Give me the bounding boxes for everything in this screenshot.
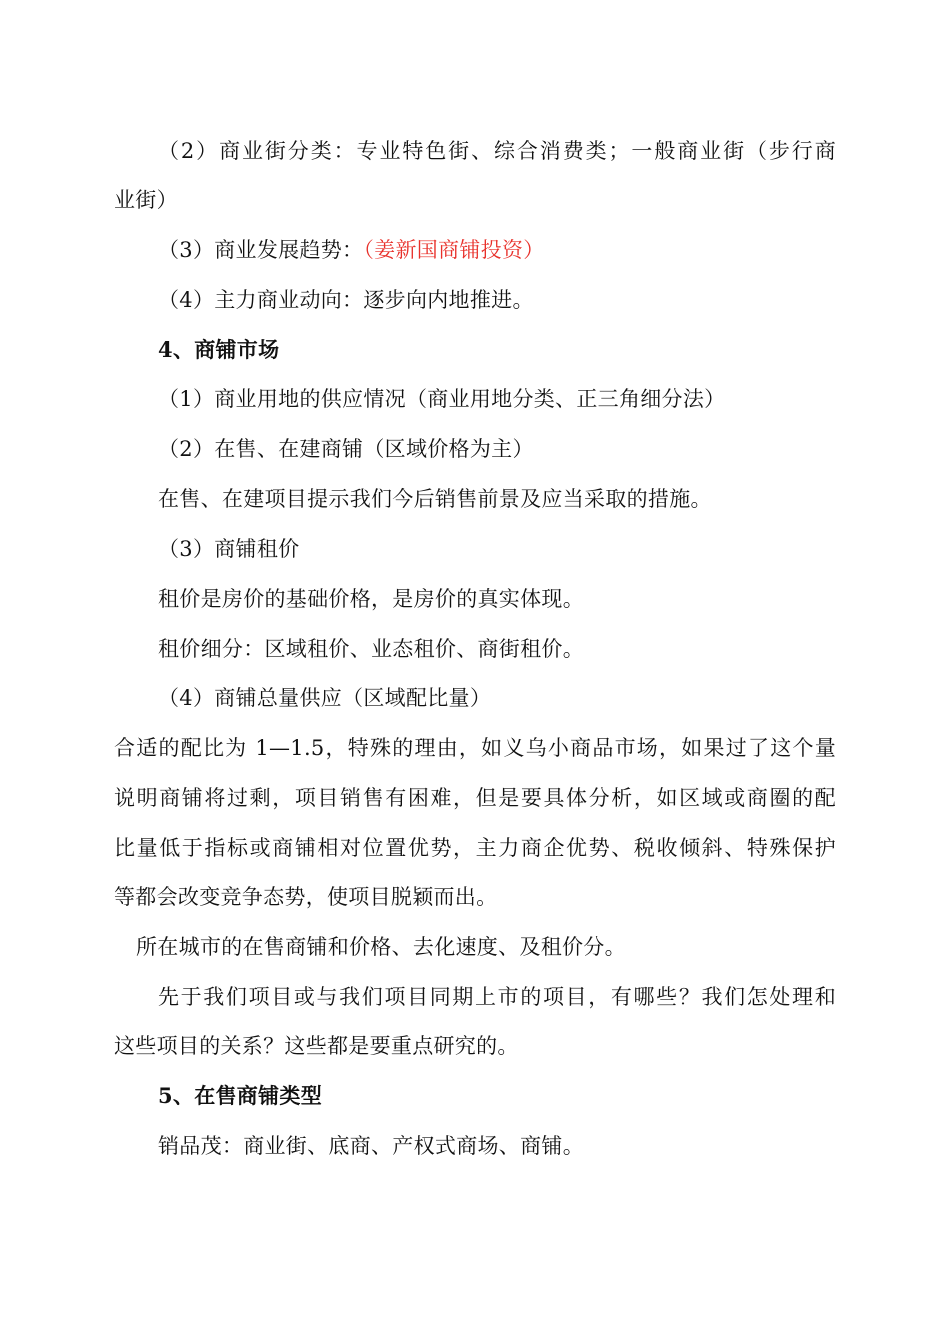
paragraph-line: （1）商业用地的供应情况（商业用地分类、正三角细分法） [158, 387, 726, 411]
paragraph-line: 租价细分：区域租价、业态租价、商街租价。 [158, 637, 584, 661]
paragraph-line: （4）主力商业动向：逐步向内地推进。 [158, 288, 534, 312]
paragraph-text: （3）商业发展趋势： [158, 238, 364, 262]
section-heading: 5、在售商铺类型 [158, 1083, 323, 1108]
paragraph-line: 所在城市的在售商铺和价格、去化速度、及租价分。 [136, 935, 626, 959]
paragraph-line: 等都会改变竞争态势，使项目脱颖而出。 [114, 885, 498, 909]
highlight-text: （姜新国商铺投资） [363, 238, 545, 262]
paragraph-line: 合适的配比为 1—1.5，特殊的理由，如义乌小商品市场，如果过了这个量 [114, 736, 836, 760]
paragraph-line: 这些项目的关系？这些都是要重点研究的。 [114, 1034, 519, 1058]
paragraph-line [158, 235, 545, 265]
paragraph-line: 业街） [114, 188, 178, 212]
section-heading: 4、商铺市场 [158, 337, 280, 362]
paragraph-line: 在售、在建项目提示我们今后销售前景及应当采取的措施。 [158, 487, 712, 511]
paragraph-line: 说明商铺将过剩，项目销售有困难，但是要具体分析，如区域或商圈的配 [114, 786, 836, 810]
paragraph-line: （4）商铺总量供应（区域配比量） [158, 686, 492, 710]
paragraph-line: 先于我们项目或与我们项目同期上市的项目，有哪些？我们怎处理和 [158, 985, 836, 1009]
paragraph-line: 比量低于指标或商铺相对位置优势，主力商企优势、税收倾斜、特殊保护 [114, 836, 836, 860]
paragraph-line: （2）商业街分类：专业特色街、综合消费类；一般商业街（步行商 [158, 139, 836, 163]
paragraph-line: （3）商铺租价 [158, 537, 300, 561]
paragraph-line: 租价是房价的基础价格，是房价的真实体现。 [158, 587, 584, 611]
paragraph-line: （2）在售、在建商铺（区域价格为主） [158, 437, 534, 461]
paragraph-line: 销品茂：商业街、底商、产权式商场、商铺。 [158, 1134, 584, 1158]
